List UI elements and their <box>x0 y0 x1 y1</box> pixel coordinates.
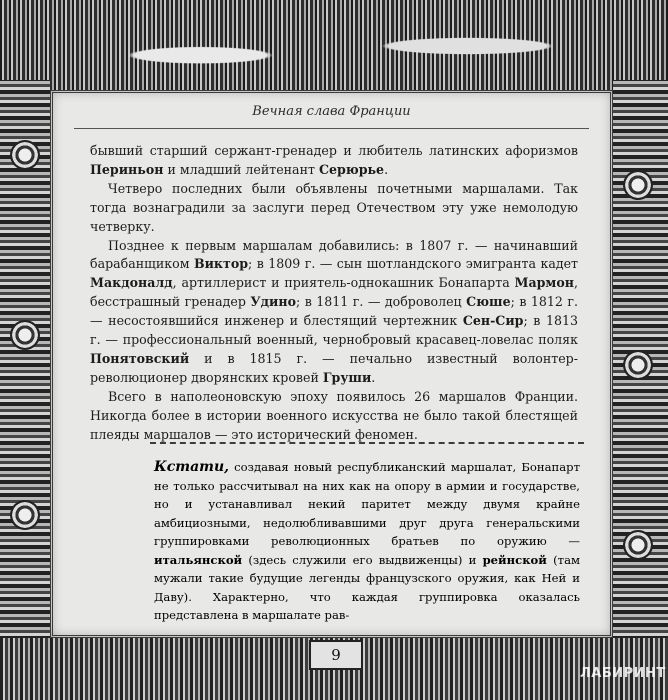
text-run: Позднее к первым маршалам добавились: в 1807 г. — начинавший барабанщиком <box>90 237 578 272</box>
bold-name: Виктор <box>193 256 249 272</box>
text-run: ; в 1813 г. — профессиональный военный, чернобровый красавец-ловелас поляк <box>90 313 579 348</box>
bold-name: Понятовский <box>90 350 190 366</box>
text-run: , артиллерист и приятель-однокашник Бонапарта <box>172 275 515 291</box>
bold-name: Периньон <box>90 161 164 177</box>
page-number: 9 <box>309 640 363 670</box>
text-run: бывший старший сержант-гренадер и любитель латинских афоризмов <box>90 143 578 158</box>
bold-name: Груши <box>322 369 372 385</box>
ornament-icon <box>10 320 40 350</box>
text-run: и младший лейтенант <box>163 161 319 177</box>
bold-name: Серюрье <box>318 161 385 177</box>
watermark-logo: ЛАБИРИНТ <box>580 666 666 681</box>
text-run: Всего в наполеоновскую эпоху появилось 26 маршалов Франции. Никогда более в истории военного искусства не было такой блестящей плеяды маршалов — это исторический феномен. <box>90 388 578 442</box>
text-run: . <box>384 161 389 177</box>
sidebar-divider <box>150 442 584 444</box>
paragraph-4 <box>90 388 578 445</box>
bold-name: Макдоналд <box>90 275 173 291</box>
header-rule <box>74 128 589 129</box>
bold-name: итальянской <box>154 552 243 567</box>
text-run: создавая новый республиканский маршалат, Бонапарт не только рассчитывал на них как на опору в армии и государстве, но и устанавливал некий паритет между двумя крайне амбициозными, недолюбливавшими друг друга генеральскими группировками революционных братьев по оружию — <box>154 460 580 548</box>
main-text <box>90 142 578 445</box>
running-head: Вечная слава Франции <box>252 104 411 119</box>
sidebar-lead: Кстати, <box>154 459 230 475</box>
sidebar-note <box>154 458 580 625</box>
text-run: . <box>371 369 376 385</box>
ornament-icon <box>623 170 653 200</box>
paragraph-1 <box>90 142 578 180</box>
text-run: , бесстрашный гренадер <box>90 275 578 310</box>
paragraph-3 <box>90 237 578 388</box>
text-run: ; в 1811 г. — доброволец <box>295 294 467 310</box>
bold-name: Мармон <box>514 275 574 291</box>
bold-name: Сюше <box>466 294 511 310</box>
text-run: Четверо последних были объявлены почетными маршалами. Так тогда вознаградили за заслуги перед Отечеством эту уже немолодую четверку. <box>90 180 578 234</box>
bold-name: Сен-Сир <box>462 313 524 329</box>
text-run: (здесь служили его выдвиженцы) и <box>242 552 483 567</box>
ornament-icon <box>623 530 653 560</box>
sidebar-text <box>154 460 580 622</box>
text-run: ; в 1809 г. — сын шотландского эмигранта кадет <box>248 256 578 272</box>
engraving-top <box>0 0 668 92</box>
engraving-right <box>613 80 668 640</box>
text-run: и в 1815 г. — печально известный волонтер-революционер дворянских кровей <box>90 350 578 385</box>
text-run: (там мужали такие будущие легенды французского оружия, как Ней и Даву). Характерно, что каждая группировка оказалась представлена в маршалате рав- <box>154 552 580 622</box>
ornament-icon <box>623 350 653 380</box>
paragraph-2 <box>90 180 578 237</box>
engraving-left <box>0 80 50 640</box>
bold-name: рейнской <box>482 552 547 567</box>
text-run: ; в 1812 г. — несостоявшийся инженер и блестящий чертежник <box>90 294 578 329</box>
ornament-icon <box>10 140 40 170</box>
ornament-icon <box>10 500 40 530</box>
bold-name: Удино <box>250 294 296 310</box>
